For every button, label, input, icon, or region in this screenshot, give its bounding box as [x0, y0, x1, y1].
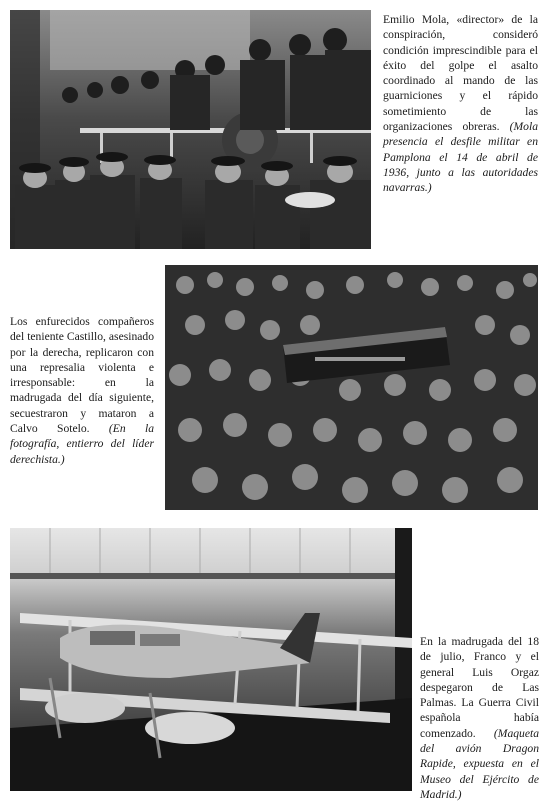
caption-calvo-sotelo	[10, 314, 154, 467]
caption-mola	[383, 12, 538, 196]
caption-dragon-rapide-text: En la madrugada del 18 de julio, Franco y el general Luis Orgaz despegaron de Las Palmas. La Guerra Civil española había comenzado.	[420, 635, 539, 740]
caption-calvo-sotelo-text: Los enfurecidos compañeros del teniente Castillo, asesinado por la derecha, replicaron con una represalia violenta e irresponsable: en la madrugada del día siguiente, secuestraron y mataron a Calvo Sotelo.	[10, 315, 154, 436]
caption-mola-text: Emilio Mola, «director» de la conspiración, consideró condición imprescindible para el éxito del golpe el asalto coordinado al mando de las guarniciones y el rápido sometimiento de las organizaciones obreras.	[383, 13, 538, 134]
caption-dragon-rapide	[420, 634, 539, 802]
photo-mola-parade	[10, 10, 371, 249]
caption-dragon-rapide-note-1: (Maqueta del avión Dragon Rapide,	[420, 726, 539, 771]
photo-calvo-sotelo-funeral	[165, 265, 538, 510]
caption-dragon-rapide-note-2: expuesta en el Museo del Ejército de Madrid.)	[420, 757, 540, 801]
caption-mola-note: (Mola presencia el desfile militar en Pamplona el 14 de abril de 1936, junto a las autoridades navarras.)	[383, 120, 538, 195]
photo-dragon-rapide-model	[10, 528, 412, 791]
caption-calvo-sotelo-note: (En la fotografía, entierro del líder derechista.)	[10, 422, 154, 466]
